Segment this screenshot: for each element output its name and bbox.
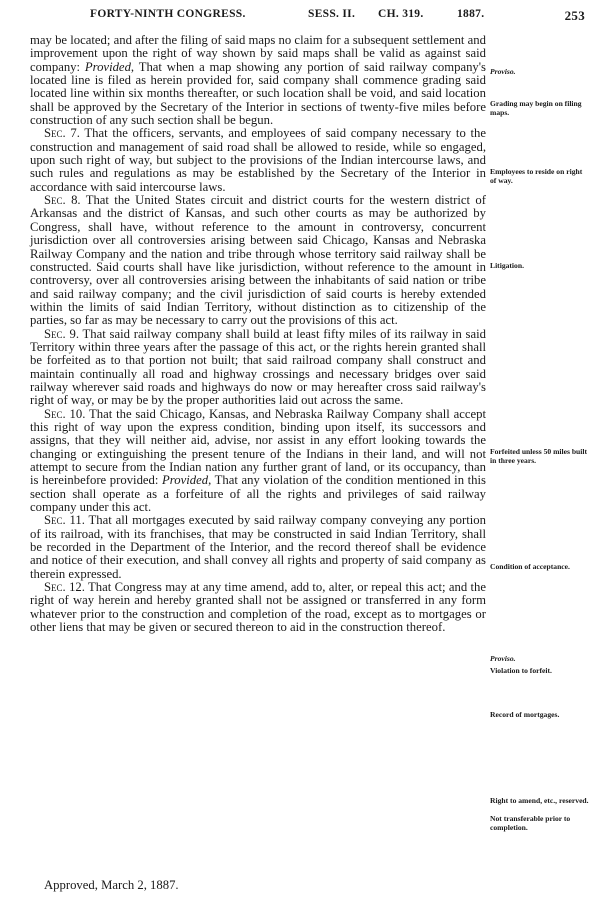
statute-body (30, 34, 486, 634)
section-number: Sec. 10. (44, 406, 86, 421)
margin-note-employees: Employees to reside on right of way. (490, 167, 583, 185)
margin-note-proviso-2: Proviso. (490, 654, 516, 663)
section-10 (30, 408, 486, 515)
section-text: That all mortgages executed by said railway company conveying any portion of its railroad, with its franchises, that may be constructed in said Indian Territory, shall be recorded in the Department of the Interior, and the record thereof shall be evidence and notice of their execution, and shall convey all rights and property of said company as therein expressed. (30, 513, 486, 581)
section-number: Sec. 8. (44, 193, 81, 208)
section-7 (30, 127, 486, 194)
year-label: 1887. (457, 8, 485, 20)
section-number: Sec. 9. (44, 326, 79, 341)
margin-note-grading: Grading may begin on filing maps. (490, 99, 582, 117)
congress-label: FORTY-NINTH CONGRESS. (90, 8, 246, 20)
session-label: SESS. II. (308, 8, 356, 20)
margin-note-mortgages: Record of mortgages. (490, 710, 560, 719)
section-8 (30, 194, 486, 327)
section-text: That said railway company shall build at least fifty miles of its railway in said Territory within three years after the passage of this act, or the rights herein granted shall be forfeited as to that portion not built; that said railroad company shall construct and maintain continually all road and highway crossings and necessary bridges over said railway wherever said roads and highways do now or may hereafter cross said railway's right of way, or may be by the proper authorities laid out across the same. (30, 326, 486, 408)
section-9 (30, 328, 486, 408)
paragraph-text-rest: , That when a map showing any portion of said railway company's located line is filed as herein provided for, said company shall commence grading said located line within six months thereafter, or such location shall be void, and said location shall be approved by the Secretary of the Interior in sections of twenty-five miles before construction of any such section shall be begun. (30, 59, 486, 128)
section-number: Sec. 12. (44, 580, 85, 595)
page-number: 253 (564, 8, 585, 23)
section-12 (30, 581, 486, 634)
running-head (30, 8, 585, 24)
section-text: That the United States circuit and district courts for the western district of Arkansas and the district of Kansas, and such other courts as may be authorized by Congress, shall have, without reference to the amount in controversy, concurrent jurisdiction over all controversies arising between said Chicago, Kansas and Nebraska Railway Company and the nation and tribe through whose territory said railway shall be constructed. Said courts shall have like jurisdiction, without reference to the amount in controversy, over all controversies arising between the inhabitants of said nation or tribe and said railway company; and the civil jurisdiction of said courts is hereby extended within the limits of said Indian Territory, without distinction as to citizenship of the parties, so far as may be necessary to carry out the provisions of this act. (30, 193, 486, 328)
proviso-word: Provided (162, 473, 209, 488)
section-text-rest: , That any violation of the condition mentioned in this section shall operate as a forfeiture of all the rights and privileges of said railway company under this act. (30, 473, 486, 515)
section-number: Sec. 11. (44, 513, 85, 528)
margin-note-proviso: Proviso. (490, 67, 516, 76)
paragraph-text: may be located; and after the filing of said maps no claim for a subsequent settlement and improvement upon the right of way shown by said maps shall be valid as against said company: (30, 33, 486, 74)
section-11 (30, 514, 486, 581)
approval-line: Approved, March 2, 1887. (44, 878, 179, 892)
section-text: That the said Chicago, Kansas, and Nebraska Railway Company shall accept this right of way upon the express condition, binding upon itself, its successors and assigns, that they will neither aid, advise, nor assist in any effort looking towards the changing or extinguishing the present tenure of the Indians in their land, and will not attempt to secure from the Indian nation any further grant of land, or its occupancy, than is hereinbefore provided: (30, 406, 486, 488)
margin-note-violation: Violation to forfeit. (490, 666, 552, 675)
section-text: That the officers, servants, and employees of said company necessary to the construction and management of said road shall be allowed to reside, while so engaged, upon such right of way, but subject to the provisions of the Indian intercourse laws, and such rules and regulations as may be established by the Secretary of the Interior in accordance with said intercourse laws. (30, 126, 486, 194)
section-text: That Congress may at any time amend, add to, alter, or repeal this act; and the right of way herein and hereby granted shall not be assigned or transferred in any form whatever prior to the construction and completion of the road, except as to mortgages or other liens that may be given or secured thereon to aid in the construction thereof. (30, 580, 487, 635)
margin-note-amend: Right to amend, etc., reserved. (490, 796, 589, 805)
paragraph-continuation (30, 34, 486, 127)
chapter-label: CH. 319. (378, 8, 424, 20)
section-number: Sec. 7. (44, 126, 80, 141)
margin-note-forfeiture: Forfeited unless 50 miles built in three years. (490, 447, 588, 465)
margin-note-litigation: Litigation. (490, 261, 524, 270)
margin-note-condition: Condition of acceptance. (490, 562, 570, 571)
proviso-word: Provided (84, 59, 131, 74)
margin-note-transfer: Not transferable prior to completion. (490, 814, 571, 832)
